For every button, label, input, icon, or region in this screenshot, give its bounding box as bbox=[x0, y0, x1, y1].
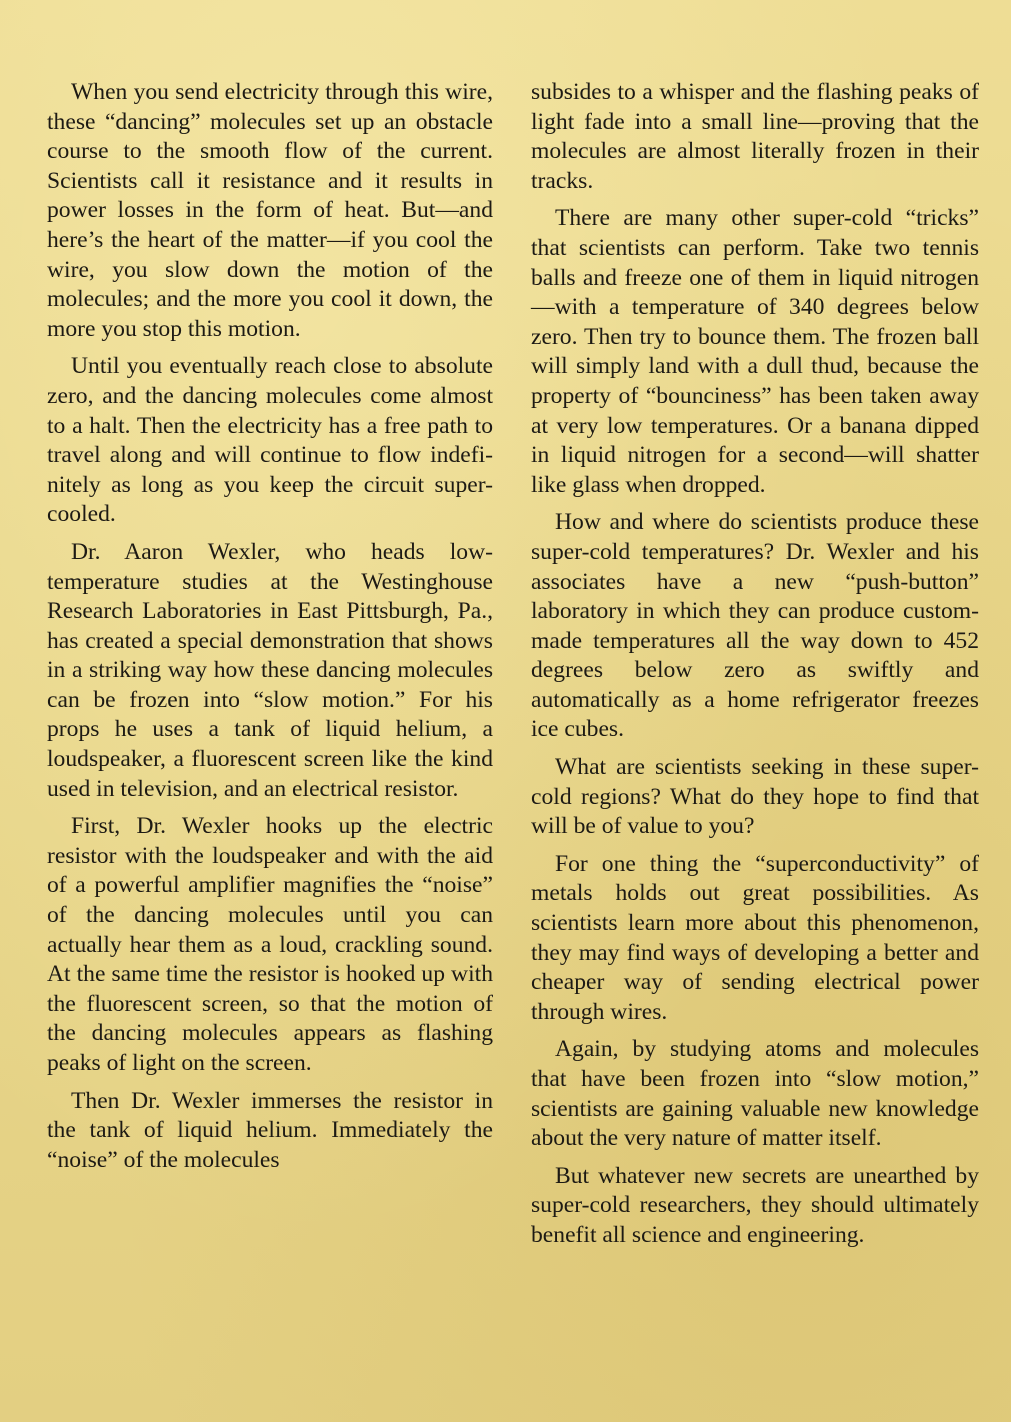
paragraph: How and where do scientists produce these super-cold temperatures? Dr. Wexler and his associates have a new “push-button” laboratory in which they can produce custom-made temperatures all the way down to 452 degrees below zero as swiftly and automatically as a home refrigerator freezes ice cubes. bbox=[531, 509, 979, 743]
paragraph: But whatever new secrets are unearthed by super-cold researchers, they should ultimately benefit all science and engineering. bbox=[531, 1162, 979, 1248]
paragraph: Until you eventually reach close to absolute zero, and the dancing molecules come almost to a halt. Then the electricity has a free path to travel along and will continue to flow indefinitely as long as you keep the circuit super-cooled. bbox=[47, 353, 493, 528]
paragraph: Then Dr. Wexler immerses the resistor in the tank of liquid helium. Immediately the “noise” of the molecules bbox=[47, 1087, 493, 1173]
paragraph-continued: subsides to a whisper and the flashing peaks of light fade into a small line—proving that the molecules are almost literally frozen in their tracks. bbox=[531, 79, 979, 194]
paragraph: Again, by studying atoms and molecules that have been frozen into “slow motion,” scientists are gaining valuable new knowledge about the very nature of matter itself. bbox=[531, 1036, 979, 1152]
paragraph: First, Dr. Wexler hooks up the electric resistor with the loudspeaker and with the aid of a powerful amplifier magnifies the “noise” of the dancing molecules until you can actually hear them as a loud, crackling sound. At the same time the resistor is hooked up with the fluorescent screen, so that the motion of the dancing molecules appears as flashing peaks of light on the screen. bbox=[47, 813, 493, 1076]
paragraph: Dr. Aaron Wexler, who heads low-temperature studies at the Westinghouse Research Laboratories in East Pittsburgh, Pa., has created a special demonstration that shows in a striking way how these dancing molecules can be frozen into “slow motion.” For his props he uses a tank of liquid helium, a loudspeaker, a fluorescent screen like the kind used in television, and an electrical resistor. bbox=[47, 538, 493, 802]
paragraph: What are scientists seeking in these super-cold regions? What do they hope to find that will be of value to you? bbox=[531, 754, 979, 840]
paragraph: For one thing the “superconductivity” of metals holds out great possibilities. As scientists learn more about this phenomenon, they may find ways of developing a better and cheaper way of sending electrical power through wires. bbox=[531, 850, 979, 1025]
left-column bbox=[47, 78, 493, 1183]
right-column bbox=[531, 78, 979, 1259]
paragraph: There are many other super-cold “tricks” that scientists can perform. Take two tennis balls and freeze one of them in liquid nitrogen—with a temperature of 340 degrees below zero. Then try to bounce them. The frozen ball will simply land with a dull thud, because the property of “bounciness” has been taken away at very low temperatures. Or a banana dipped in liquid nitrogen for a second—will shatter like glass when dropped. bbox=[531, 205, 979, 498]
paragraph: When you send electricity through this wire, these “dancing” molecules set up an obstacle course to the smooth flow of the current. Scientists call it resistance and it results in power losses in the form of heat. But—and here’s the heart of the matter—if you cool the wire, you slow down the motion of the molecules; and the more you cool it down, the more you stop this motion. bbox=[47, 79, 493, 342]
